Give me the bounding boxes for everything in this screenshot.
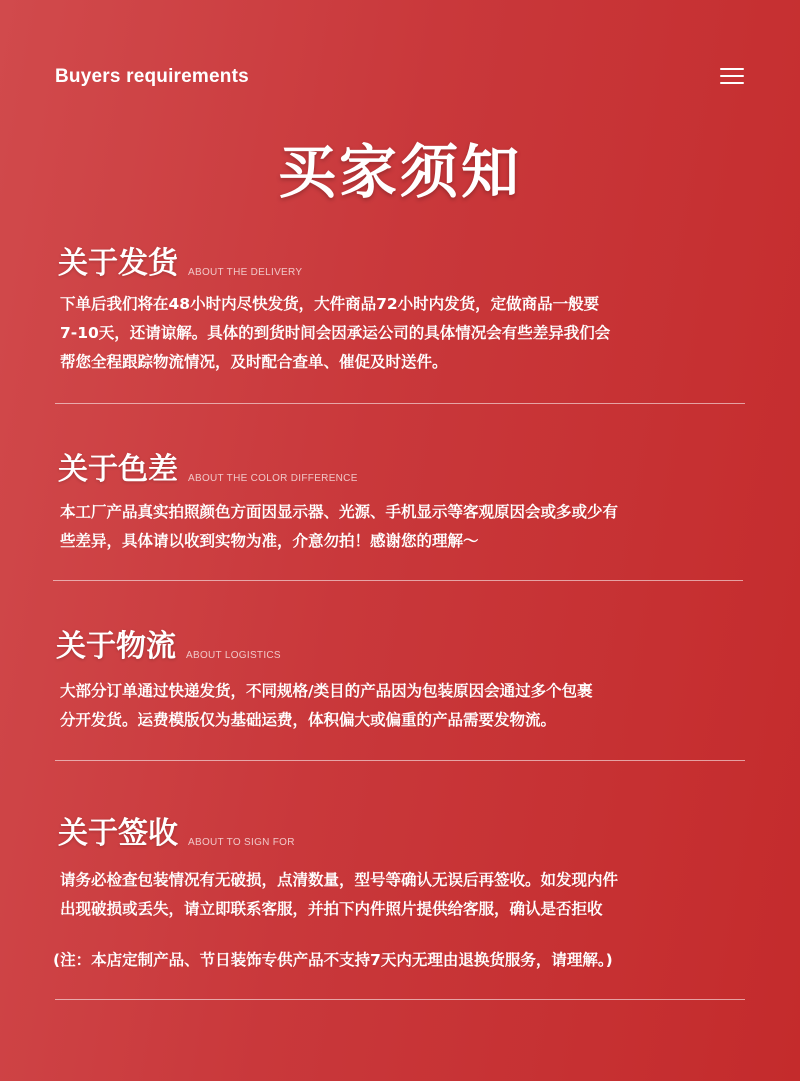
body-line: 帮您全程跟踪物流情况，及时配合查单、催促及时送件。 [60, 353, 448, 371]
section-title: 关于发货 [58, 246, 178, 281]
section-subtitle: ABOUT LOGISTICS [186, 650, 281, 661]
section-subtitle: ABOUT THE COLOR DIFFERENCE [188, 473, 358, 484]
section-heading [58, 238, 302, 282]
section-heading [58, 808, 295, 852]
section-title: 关于色差 [58, 452, 178, 487]
menu-bar [720, 82, 744, 84]
body-line: 请务必检查包装情况有无破损，点清数量，型号等确认无误后再签收。如发现内件 [60, 871, 619, 889]
body-line: 下单后我们将在48小时内尽快发货，大件商品72小时内发货，定做商品一般要 [60, 295, 600, 313]
body-line: 分开发货。运费模版仅为基础运费，体积偏大或偏重的产品需要发物流。 [60, 711, 557, 729]
page-title: 买家须知 [277, 138, 522, 206]
return-policy-note: (注：本店定制产品、节日装饰专供产品不支持7天内无理由退换货服务，请理解。) [53, 951, 613, 969]
section-divider [55, 760, 745, 761]
menu-bar [720, 75, 744, 77]
body-line: 本工厂产品真实拍照颜色方面因显示器、光源、手机显示等客观原因会或多或少有 [60, 503, 619, 521]
section-body [60, 677, 760, 735]
section-heading [58, 444, 358, 488]
section-subtitle: ABOUT THE DELIVERY [188, 267, 303, 278]
body-line: 出现破损或丢失，请立即联系客服，并拍下内件照片提供给客服，确认是否拒收 [60, 900, 603, 918]
menu-bar [720, 68, 744, 70]
body-line: 7-10天，还请谅解。具体的到货时间会因承运公司的具体情况会有些差异我们会 [60, 324, 611, 342]
body-line: 大部分订单通过快递发货，不同规格/类目的产品因为包装原因会通过多个包裹 [60, 682, 593, 700]
hamburger-menu-icon[interactable] [720, 67, 744, 85]
section-title: 关于签收 [58, 816, 178, 851]
section-heading [56, 621, 281, 665]
section-body [60, 290, 760, 377]
section-divider [53, 580, 743, 581]
section-body [60, 866, 760, 924]
section-subtitle: ABOUT TO SIGN FOR [188, 837, 295, 848]
section-title: 关于物流 [56, 629, 176, 664]
section-divider [55, 999, 745, 1000]
header-title-en: Buyers requirements [55, 66, 249, 87]
section-body [60, 498, 760, 556]
body-line: 些差异，具体请以收到实物为准，介意勿拍！感谢您的理解～ [60, 532, 479, 550]
section-divider [55, 403, 745, 404]
